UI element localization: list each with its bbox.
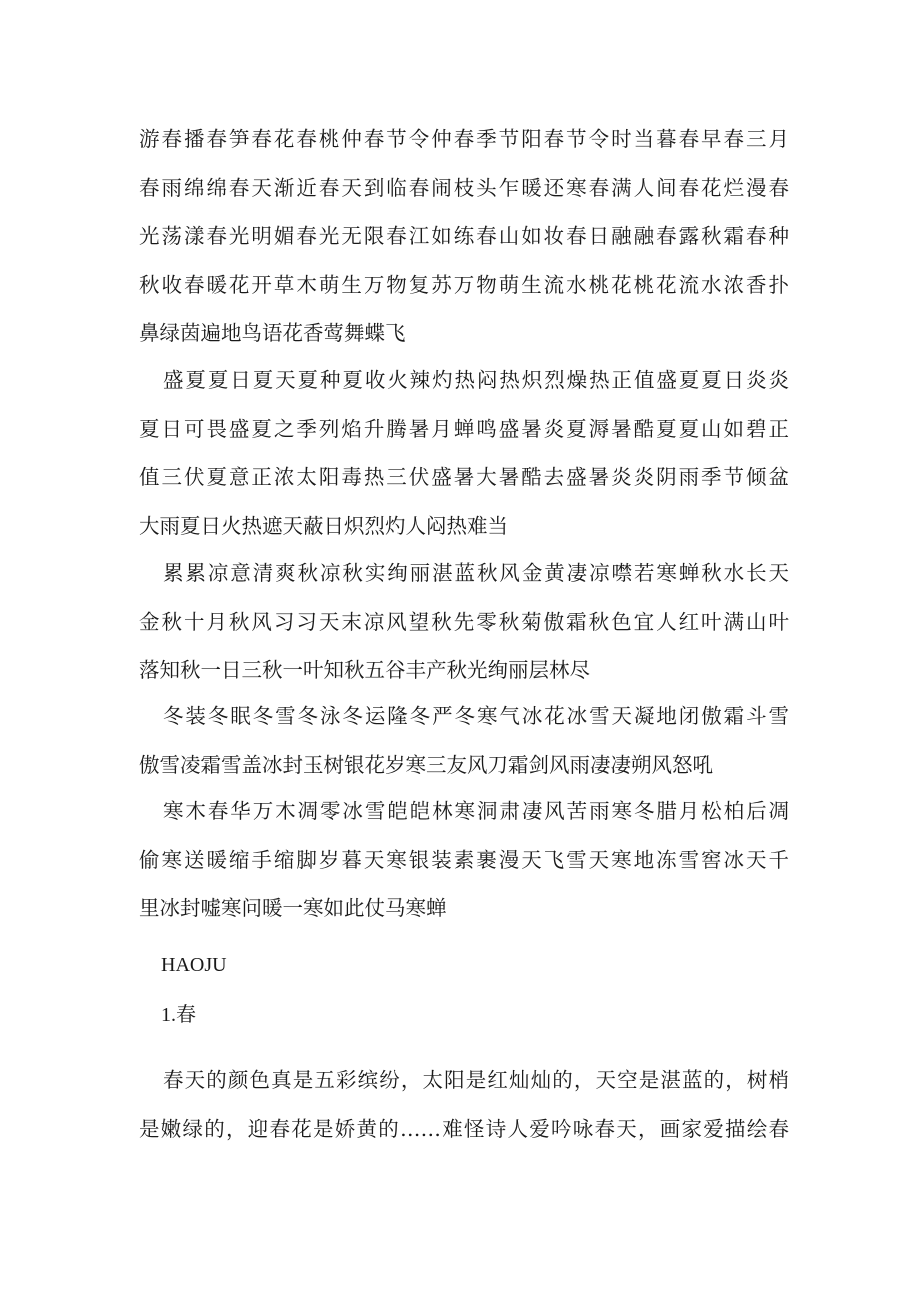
text-line: 累累凉意清爽秋凉秋实绚丽湛蓝秋风金黄凄凉噤若寒蝉秋水长天 [163,561,789,585]
text-line: 盛夏夏日夏天夏种夏收火辣灼热闷热炽烈燥热正值盛夏夏日炎炎 [163,368,789,392]
paragraph-winter-words [139,692,789,789]
text-line: 春雨绵绵春天渐近春天到临春闹枝头乍暖还寒春满人间春花烂漫春 [139,175,789,200]
section-heading: HAOJU [161,954,227,976]
subsection-heading: 1.春 [161,1004,196,1026]
text-line: 春天的颜色真是五彩缤纷，太阳是红灿灿的，天空是湛蓝的，树梢 [163,1068,789,1092]
text-line: 是嫩绿的，迎春花是娇黄的……难怪诗人爱吟咏春天，画家爱描绘春 [139,1116,789,1141]
text-line: 夏日可畏盛夏之季列焰升腾暑月蝉鸣盛暑炎夏溽暑酷夏夏山如碧正 [139,416,789,441]
paragraph-summer-words [139,356,789,550]
paragraph-spring-essay [139,1056,789,1153]
text-line: 值三伏夏意正浓太阳毒热三伏盛暑大暑酷去盛暑炎炎阴雨季节倾盆 [139,465,789,489]
text-line: 秋收春暖花开草木萌生万物复苏万物萌生流水桃花桃花流水浓香扑 [139,272,789,297]
text-line: 偷寒送暖缩手缩脚岁暮天寒银装素裹漫天飞雪天寒地冻雪窖冰天千 [139,847,789,872]
text-line: 冬装冬眠冬雪冬泳冬运隆冬严冬寒气冰花冰雪天凝地闭傲霜斗雪 [163,704,789,728]
paragraph-spring-words [139,115,789,358]
text-line: 鼻绿茵遍地鸟语花香莺舞蝶飞 [139,321,406,345]
text-line: 傲雪凌霜雪盖冰封玉树银花岁寒三友风刀霜剑风雨凄凄朔风怒吼 [139,752,713,777]
paragraph-autumn-words [139,549,789,695]
heading-block [139,940,789,1040]
text-line: 里冰封嘘寒问暖一寒如此仗马寒蝉 [139,896,447,920]
text-line: 落知秋一日三秋一叶知秋五谷丰产秋光绚丽层林尽 [139,658,590,682]
text-line: 大雨夏日火热遮天蔽日炽烈灼人闷热难当 [139,513,508,538]
text-line: 光荡漾春光明媚春光无限春江如练春山如妆春日融融春露秋霜春种 [139,224,789,248]
paragraph-cold-words [139,787,789,933]
text-line: 游春播春笋春花春桃仲春节令仲春季节阳春节令时当暮春早春三月 [139,127,789,151]
text-line: 寒木春华万木凋零冰雪皑皑林寒洞肃凄风苦雨寒冬腊月松柏后凋 [163,799,789,823]
text-line: 金秋十月秋风习习天末凉风望秋先零秋菊傲霜秋色宜人红叶满山叶 [139,609,789,634]
